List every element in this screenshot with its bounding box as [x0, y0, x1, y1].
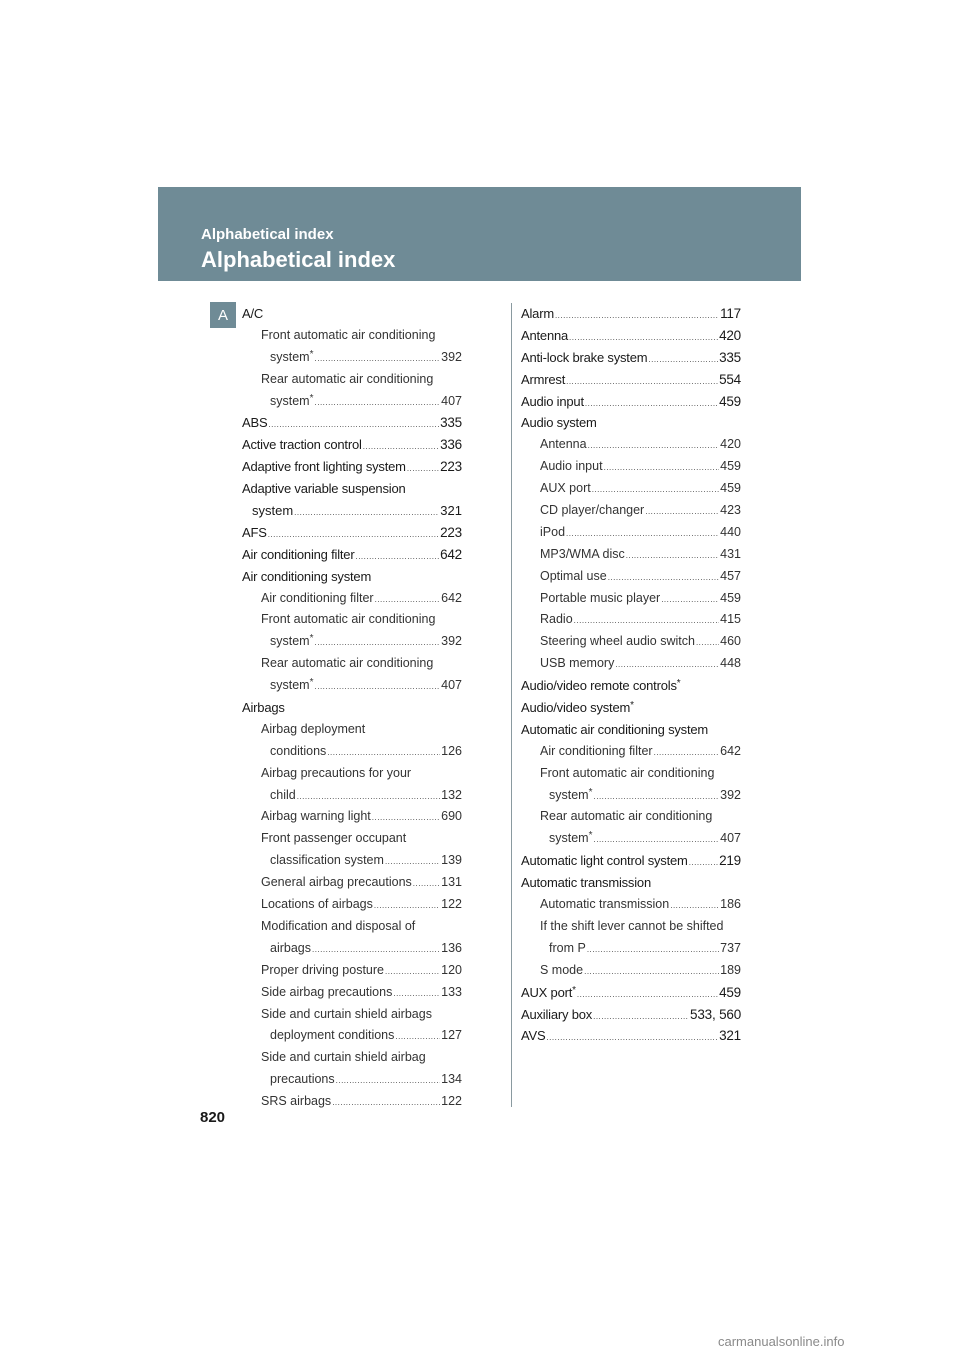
index-entry — [521, 653, 741, 675]
index-entry-page[interactable]: 642 — [720, 743, 741, 758]
index-entry-page[interactable]: 131 — [441, 875, 462, 890]
leader-dots — [648, 349, 718, 369]
index-entry-label: system — [252, 503, 294, 519]
leader-dots — [375, 589, 441, 610]
index-entry-label: Air conditioning system — [242, 568, 372, 584]
index-entry — [242, 588, 462, 610]
index-entry-page[interactable]: 407 — [441, 678, 462, 693]
index-entry — [521, 588, 741, 610]
index-entry-label: MP3/WMA disc — [540, 546, 625, 561]
leader-dots — [615, 654, 719, 675]
index-entry-label: Portable music player — [540, 590, 661, 605]
index-entry-label: Antenna — [521, 327, 569, 343]
index-entry — [521, 544, 741, 566]
index-entry-label: Front automatic air conditioning — [261, 612, 436, 627]
asterisk-mark: * — [572, 984, 576, 996]
index-entry-page[interactable]: 321 — [719, 1028, 741, 1044]
leader-dots — [592, 479, 719, 500]
index-entry-page[interactable]: 335 — [440, 415, 462, 431]
index-entry-page[interactable]: 420 — [720, 437, 741, 452]
index-entry — [521, 719, 741, 741]
index-entry-label: Air conditioning filter — [540, 743, 653, 758]
index-entry — [242, 894, 462, 916]
index-entry-label: CD player/changer — [540, 503, 645, 518]
index-entry — [242, 325, 462, 347]
index-entry-label: Automatic transmission — [540, 897, 670, 912]
index-entry — [242, 391, 462, 413]
index-entry-label: SRS airbags — [261, 1094, 332, 1109]
index-entry — [242, 785, 462, 807]
leader-dots — [594, 786, 720, 807]
index-entry-page[interactable]: 460 — [720, 634, 741, 649]
index-entry-label: S mode — [540, 962, 584, 977]
leader-dots — [670, 895, 719, 916]
index-entry-label: AVS — [521, 1028, 546, 1044]
index-entry-label: Locations of airbags — [261, 897, 373, 912]
leader-dots — [385, 961, 440, 982]
index-entry-label: A/C — [242, 306, 264, 321]
leader-dots — [385, 851, 440, 872]
leader-dots — [577, 984, 718, 1004]
index-entry-label: child — [270, 787, 296, 802]
index-entry — [521, 325, 741, 347]
leader-dots — [645, 501, 719, 522]
header-big-title: Alphabetical index — [201, 247, 396, 272]
leader-dots — [297, 786, 440, 807]
index-entry-page[interactable]: 122 — [441, 897, 462, 912]
index-entry-label: deployment conditions — [270, 1028, 395, 1043]
index-entry-label: Automatic air conditioning system — [521, 721, 709, 737]
index-entry — [242, 522, 462, 544]
index-entry-label: Steering wheel audio switch — [540, 634, 695, 649]
index-entry-label: Airbag deployment — [261, 721, 366, 736]
index-entry-label: General airbag precautions — [261, 875, 412, 890]
leader-dots — [336, 1070, 441, 1091]
asterisk-mark: * — [309, 677, 314, 689]
index-entry — [242, 872, 462, 894]
index-entry-label: Alarm — [521, 306, 554, 321]
index-entry-label: Side and curtain shield airbags — [261, 1006, 432, 1021]
index-entry — [242, 1004, 462, 1026]
index-entry-label: Armrest — [521, 371, 566, 387]
index-entry-label: Rear automatic air conditioning — [261, 656, 434, 671]
asterisk-mark: * — [309, 392, 314, 404]
index-entry-label: USB memory — [540, 656, 615, 671]
leader-dots — [393, 983, 440, 1004]
index-entry-page[interactable]: 533, 560 — [690, 1006, 741, 1022]
index-entry-label: Audio input — [521, 393, 584, 409]
index-entry — [521, 763, 741, 785]
index-entry-label: Audio system — [521, 415, 597, 431]
index-entry — [521, 631, 741, 653]
index-entry-page[interactable]: 423 — [720, 503, 741, 518]
index-entry-label: AUX port — [540, 481, 591, 496]
index-entry — [242, 631, 462, 653]
index-entry-label: Audio input — [540, 459, 603, 474]
leader-dots — [569, 327, 718, 347]
index-entry — [242, 806, 462, 828]
index-entry-page[interactable]: 459 — [720, 590, 741, 605]
index-entry-label: system* — [270, 392, 314, 408]
index-entry — [521, 741, 741, 763]
index-entry-page[interactable]: 336 — [440, 437, 462, 453]
index-entry-label: system* — [270, 348, 314, 364]
index-entry — [521, 894, 741, 916]
index-entry — [242, 609, 462, 631]
index-entry-label: Active traction control — [242, 437, 362, 453]
index-entry — [242, 347, 462, 369]
leader-dots — [604, 457, 720, 478]
index-entry-label: conditions — [270, 743, 327, 758]
index-entry — [521, 938, 741, 960]
index-entry — [242, 369, 462, 391]
header-small-title: Alphabetical index — [201, 226, 334, 243]
index-entry-page[interactable]: 407 — [720, 831, 741, 846]
index-entry-label: Adaptive variable suspension — [242, 481, 406, 497]
index-entry — [521, 391, 741, 413]
index-entry-page[interactable]: 459 — [720, 459, 741, 474]
index-entry — [242, 916, 462, 938]
index-entry-label: classification system — [270, 853, 384, 868]
index-entry — [242, 697, 462, 719]
index-entry-label: Airbag precautions for your — [261, 765, 412, 780]
leader-dots — [546, 1027, 718, 1047]
index-entry-label: Rear automatic air conditioning — [261, 371, 434, 386]
leader-dots — [626, 545, 719, 566]
section-header — [158, 187, 801, 281]
asterisk-mark: * — [309, 348, 314, 360]
index-entry-page[interactable]: 431 — [720, 546, 741, 561]
leader-dots — [574, 610, 719, 631]
index-entry-page[interactable]: 136 — [441, 940, 462, 955]
index-entry — [521, 609, 741, 631]
index-entry-page[interactable]: 139 — [441, 853, 462, 868]
index-entry-label: Air conditioning filter — [242, 546, 355, 562]
index-entry-label: Adaptive front lighting system — [242, 459, 406, 475]
index-entry — [242, 850, 462, 872]
index-entry-label: Rear automatic air conditioning — [540, 809, 713, 824]
index-entry — [521, 872, 741, 894]
index-entry-page[interactable]: 642 — [441, 590, 462, 605]
index-entry-page[interactable]: 321 — [440, 503, 462, 519]
index-entry-page[interactable]: 186 — [720, 897, 741, 912]
index-entry-page[interactable]: 459 — [719, 984, 741, 1000]
leader-dots — [585, 393, 718, 413]
index-entry-page[interactable]: 132 — [441, 787, 462, 802]
leader-dots — [363, 436, 439, 456]
index-entry — [242, 412, 462, 434]
letter-tab[interactable]: A — [210, 302, 236, 328]
index-entry-label: Air conditioning filter — [261, 590, 374, 605]
index-entry-label: Proper driving posture — [261, 962, 384, 977]
asterisk-mark: * — [309, 633, 314, 645]
index-entry-page[interactable]: 223 — [440, 459, 462, 475]
leader-dots — [315, 392, 441, 413]
leader-dots — [374, 895, 440, 916]
leader-dots — [315, 348, 441, 369]
index-entry — [242, 960, 462, 982]
leader-dots — [268, 414, 439, 434]
leader-dots — [566, 523, 719, 544]
index-entry-page[interactable]: 690 — [441, 809, 462, 824]
leader-dots — [315, 676, 441, 697]
index-entry — [242, 303, 462, 325]
index-entry — [521, 500, 741, 522]
index-entry-page[interactable]: 117 — [720, 306, 741, 321]
index-entry-label: Side and curtain shield airbag — [261, 1050, 426, 1065]
index-entry-page[interactable]: 223 — [440, 524, 462, 540]
index-entry-label: Radio — [540, 612, 573, 627]
index-entry — [521, 850, 741, 872]
leader-dots — [372, 807, 440, 828]
index-entry-page[interactable]: 126 — [441, 743, 462, 758]
asterisk-mark: * — [588, 786, 593, 798]
leader-dots — [594, 829, 720, 850]
index-entry-label: ABS — [242, 415, 268, 431]
index-entry-label: system* — [549, 830, 593, 846]
index-entry — [242, 456, 462, 478]
index-entry-page[interactable]: 457 — [720, 568, 741, 583]
index-entry — [521, 806, 741, 828]
index-entry-label: Front automatic air conditioning — [540, 765, 715, 780]
index-entry — [521, 697, 741, 719]
index-entry — [521, 785, 741, 807]
leader-dots — [555, 305, 719, 325]
leader-dots — [584, 961, 719, 982]
index-entry-page[interactable]: 127 — [441, 1028, 462, 1043]
index-entry — [521, 828, 741, 850]
index-entry — [521, 412, 741, 434]
index-entry — [521, 960, 741, 982]
index-entry-page[interactable]: 219 — [719, 853, 741, 869]
index-entry-page[interactable]: 407 — [441, 393, 462, 408]
index-entry-label: Anti-lock brake system — [521, 349, 648, 365]
index-entry-label: Audio/video system* — [521, 700, 634, 716]
index-entry-label: system* — [270, 633, 314, 649]
leader-dots — [696, 632, 719, 653]
index-entry — [242, 653, 462, 675]
index-entry-label: AFS — [242, 524, 267, 540]
index-column-left — [242, 303, 462, 1113]
leader-dots — [689, 852, 718, 872]
index-entry — [242, 1069, 462, 1091]
leader-dots — [294, 502, 439, 522]
index-entry-page[interactable]: 122 — [441, 1094, 462, 1109]
index-entry-label: AUX port* — [521, 984, 576, 1000]
index-entry — [521, 566, 741, 588]
asterisk-mark: * — [676, 678, 681, 690]
index-entry — [242, 938, 462, 960]
leader-dots — [413, 873, 440, 894]
index-entry-label: Side airbag precautions — [261, 984, 393, 999]
index-entry-label: Automatic transmission — [521, 875, 651, 891]
asterisk-mark: * — [630, 700, 634, 712]
index-entry-page[interactable]: 459 — [720, 481, 741, 496]
leader-dots — [608, 567, 719, 588]
index-entry-page[interactable]: 133 — [441, 984, 462, 999]
index-entry — [242, 1047, 462, 1069]
index-entry — [242, 982, 462, 1004]
leader-dots — [327, 742, 440, 763]
index-entry-label: Front automatic air conditioning — [261, 327, 436, 342]
index-entry-page[interactable]: 189 — [720, 962, 741, 977]
index-entry — [521, 675, 741, 697]
index-entry — [521, 434, 741, 456]
index-entry-label: Auxiliary box — [521, 1006, 593, 1022]
index-entry — [242, 828, 462, 850]
leader-dots — [332, 1092, 440, 1113]
index-entry-page[interactable]: 737 — [720, 940, 741, 955]
index-entry-label: Optimal use — [540, 568, 607, 583]
leader-dots — [654, 742, 720, 763]
index-entry — [521, 478, 741, 500]
index-entry-label: Antenna — [540, 437, 587, 452]
index-entry — [242, 434, 462, 456]
index-entry-label: iPod — [540, 524, 566, 539]
leader-dots — [355, 546, 439, 566]
index-entry — [521, 522, 741, 544]
index-entry — [521, 456, 741, 478]
leader-dots — [588, 435, 720, 456]
leader-dots — [312, 939, 440, 960]
index-entry — [242, 719, 462, 741]
watermark: carmanualsonline.info — [718, 1334, 845, 1349]
index-entry-page[interactable]: 335 — [719, 349, 741, 365]
index-column-right — [521, 303, 741, 1047]
index-entry — [521, 1025, 741, 1047]
index-entry-page[interactable]: 642 — [440, 546, 462, 562]
index-entry-page[interactable]: 134 — [441, 1072, 462, 1087]
index-entry-page[interactable]: 120 — [441, 962, 462, 977]
index-entry — [521, 982, 741, 1004]
index-entry-label: system* — [549, 786, 593, 802]
leader-dots — [587, 939, 719, 960]
leader-dots — [593, 1006, 689, 1026]
leader-dots — [661, 589, 719, 610]
index-entry-page[interactable]: 392 — [441, 349, 462, 364]
index-entry — [521, 916, 741, 938]
index-entry-page[interactable]: 448 — [720, 656, 741, 671]
index-entry — [242, 675, 462, 697]
index-entry — [242, 741, 462, 763]
index-entry-label: from P — [549, 940, 586, 955]
index-entry-page[interactable]: 459 — [719, 393, 741, 409]
index-entry — [521, 369, 741, 391]
index-entry-label: airbags — [270, 940, 311, 955]
index-entry-page[interactable]: 415 — [720, 612, 741, 627]
leader-dots — [315, 632, 441, 653]
index-entry-label: Front passenger occupant — [261, 831, 407, 846]
index-entry — [521, 1004, 741, 1026]
index-entry — [521, 303, 741, 325]
index-entry-label: Airbags — [242, 700, 285, 716]
index-entry-page[interactable]: 392 — [720, 787, 741, 802]
index-entry-label: system* — [270, 677, 314, 693]
leader-dots — [268, 524, 439, 544]
index-entry-page[interactable]: 392 — [441, 634, 462, 649]
index-entry — [242, 478, 462, 500]
index-entry — [242, 763, 462, 785]
index-entry — [242, 1025, 462, 1047]
page-number: 820 — [200, 1109, 226, 1126]
asterisk-mark: * — [588, 830, 593, 842]
leader-dots — [407, 458, 439, 478]
index-entry-page[interactable]: 420 — [719, 327, 741, 343]
index-entry — [242, 566, 462, 588]
index-entry-page[interactable]: 440 — [720, 524, 741, 539]
index-entry-label: Airbag warning light — [261, 809, 371, 824]
index-entry-page[interactable]: 554 — [719, 371, 741, 387]
index-entry-label: Audio/video remote controls* — [521, 678, 681, 694]
index-entry-label: Modification and disposal of — [261, 918, 416, 933]
leader-dots — [566, 371, 718, 391]
index-entry — [242, 1091, 462, 1113]
index-entry-label: precautions — [270, 1072, 335, 1087]
leader-dots — [395, 1026, 440, 1047]
index-entry-label: If the shift lever cannot be shifted — [540, 918, 724, 933]
index-entry — [242, 544, 462, 566]
index-entry — [521, 347, 741, 369]
index-entry-label: Automatic light control system — [521, 853, 688, 869]
column-divider — [511, 303, 512, 1107]
index-entry — [242, 500, 462, 522]
